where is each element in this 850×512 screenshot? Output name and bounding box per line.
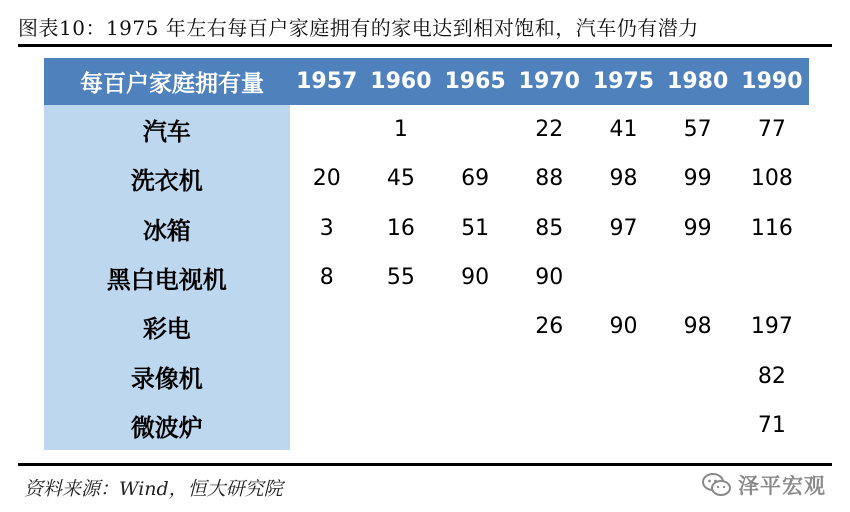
table-cell <box>438 302 512 351</box>
table-cell <box>586 401 660 450</box>
header-year: 1957 <box>290 58 364 105</box>
table-cell: 197 <box>735 302 809 351</box>
table-cell: 45 <box>364 154 438 203</box>
table-cell <box>586 253 660 302</box>
table-row <box>44 154 809 203</box>
table-cell: 90 <box>512 253 586 302</box>
table-cell <box>586 351 660 400</box>
row-label: 汽车 <box>44 105 290 154</box>
table-cell: 41 <box>586 105 660 154</box>
table-cell <box>364 351 438 400</box>
table-cell <box>512 401 586 450</box>
table-cell: 51 <box>438 204 512 253</box>
table-cell: 8 <box>290 253 364 302</box>
row-label: 冰箱 <box>44 204 290 253</box>
table-cell: 71 <box>735 401 809 450</box>
table-cell <box>290 401 364 450</box>
bottom-rule <box>18 463 832 466</box>
table-cell: 90 <box>438 253 512 302</box>
header-year: 1975 <box>586 58 660 105</box>
table-cell <box>661 253 735 302</box>
table-cell: 88 <box>512 154 586 203</box>
table-row <box>44 302 809 351</box>
table-cell: 98 <box>661 302 735 351</box>
table-cell <box>438 401 512 450</box>
table-cell <box>661 351 735 400</box>
table-cell: 69 <box>438 154 512 203</box>
header-year: 1965 <box>438 58 512 105</box>
table-cell: 1 <box>364 105 438 154</box>
table-cell <box>438 105 512 154</box>
table-cell: 108 <box>735 154 809 203</box>
table-cell <box>735 253 809 302</box>
data-table-container <box>44 58 809 450</box>
table-cell: 55 <box>364 253 438 302</box>
wechat-icon <box>702 472 732 498</box>
row-label: 微波炉 <box>44 401 290 450</box>
table-cell <box>438 351 512 400</box>
header-year: 1960 <box>364 58 438 105</box>
table-header-row <box>44 58 809 105</box>
table-cell: 16 <box>364 204 438 253</box>
table-row <box>44 351 809 400</box>
table-cell: 3 <box>290 204 364 253</box>
row-label: 黑白电视机 <box>44 253 290 302</box>
source-note: 资料来源：Wind，恒大研究院 <box>24 478 283 500</box>
top-rule <box>18 44 832 47</box>
table-cell: 22 <box>512 105 586 154</box>
row-label: 彩电 <box>44 302 290 351</box>
table-cell <box>364 302 438 351</box>
table-row <box>44 401 809 450</box>
table-cell <box>512 351 586 400</box>
header-year: 1970 <box>512 58 586 105</box>
row-label: 录像机 <box>44 351 290 400</box>
header-year: 1980 <box>661 58 735 105</box>
header-label: 每百户家庭拥有量 <box>44 58 290 105</box>
table-cell <box>290 105 364 154</box>
table-cell <box>290 351 364 400</box>
table-row <box>44 105 809 154</box>
table-cell: 90 <box>586 302 660 351</box>
watermark <box>702 470 826 500</box>
table-row <box>44 204 809 253</box>
table-cell: 57 <box>661 105 735 154</box>
table-cell: 77 <box>735 105 809 154</box>
figure-title: 图表10：1975 年左右每百户家庭拥有的家电达到相对饱和，汽车仍有潜力 <box>18 16 699 40</box>
table-cell: 85 <box>512 204 586 253</box>
table-cell: 82 <box>735 351 809 400</box>
table-cell: 98 <box>586 154 660 203</box>
watermark-text: 泽平宏观 <box>738 474 826 498</box>
row-label: 洗衣机 <box>44 154 290 203</box>
table-cell <box>290 302 364 351</box>
data-table <box>44 58 809 450</box>
table-row <box>44 253 809 302</box>
table-cell: 99 <box>661 154 735 203</box>
table-cell <box>661 401 735 450</box>
header-year: 1990 <box>735 58 809 105</box>
table-cell <box>364 401 438 450</box>
table-cell: 20 <box>290 154 364 203</box>
table-cell: 97 <box>586 204 660 253</box>
table-cell: 99 <box>661 204 735 253</box>
table-cell: 26 <box>512 302 586 351</box>
table-cell: 116 <box>735 204 809 253</box>
